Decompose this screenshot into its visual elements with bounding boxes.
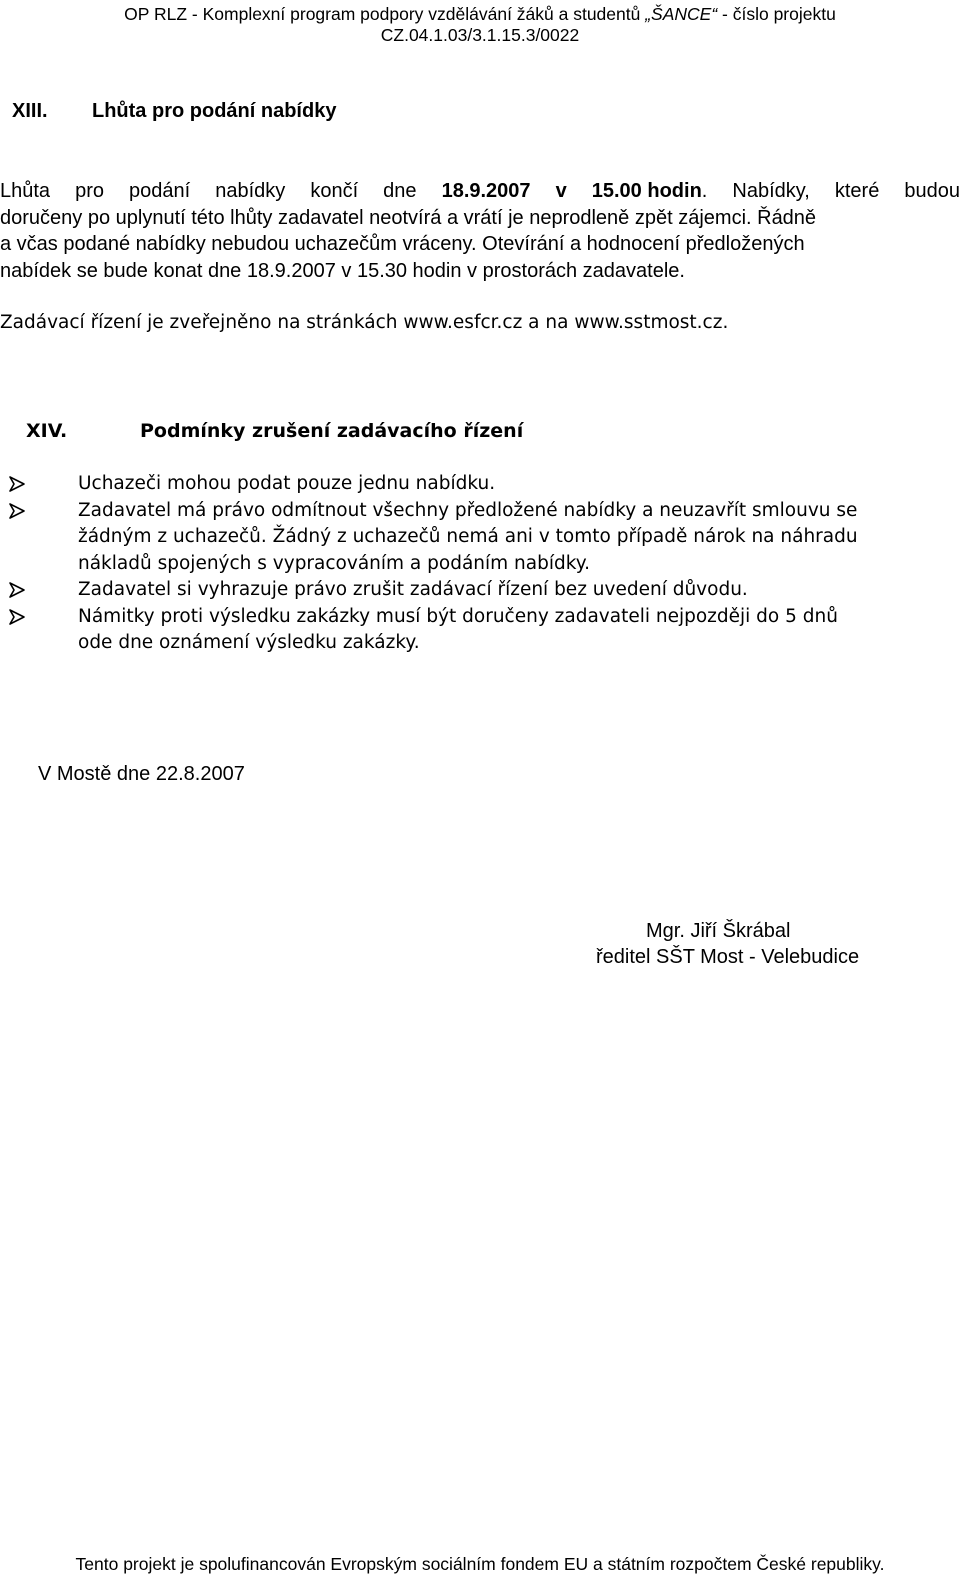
list-item: Zadavatel si vyhrazuje právo zrušit zadávací řízení bez uvedení důvodu. [8, 577, 948, 604]
place-and-date: V Mostě dne 22.8.2007 [38, 763, 245, 785]
list-item: Zadavatel má právo odmítnout všechny předložené nabídky a neuzavřít smlouvu se žádným z uchazečů. Žádný z uchazečů nemá ani v tomto případě nárok na náhradu nákladů spojených s vypracováním a podáním nabídky. [8, 498, 948, 578]
section-14-number: XIV. [26, 420, 68, 442]
conditions-list [8, 471, 948, 657]
section-14-title: Podmínky zrušení zadávacího řízení [140, 420, 524, 442]
list-item: Uchazeči mohou podat pouze jednu nabídku. [8, 471, 948, 498]
project-header-line1 [0, 4, 960, 24]
header-project-number-label: - číslo projektu [717, 4, 836, 24]
signatory-role: ředitel SŠT Most - Velebudice [596, 946, 860, 968]
funding-footer: Tento projekt je spolufinancován Evropským sociálním fondem EU a státním rozpočtem České republiky. [75, 1554, 885, 1574]
section-13-paragraph [0, 178, 960, 284]
paragraph-line-1: Lhůta pro podání nabídky končí dne 18.9.2007 v 15.00 hodin. Nabídky, které budou [0, 178, 960, 205]
arrow-bullet-icon [8, 604, 28, 630]
arrow-bullet-icon [8, 471, 28, 497]
deadline-time: 15.00 hodin [591, 180, 702, 202]
list-item: Námitky proti výsledku zakázky musí být doručeny zadavateli nejpozději do 5 dnů ode dne oznámení výsledku zakázky. [8, 604, 948, 657]
section-13-number: XIII. [12, 100, 48, 122]
paragraph-line-2: doručeny po uplynutí této lhůty zadavatel neotvírá a vrátí je neprodleně zpět zájemci. Řádně [0, 206, 817, 229]
arrow-bullet-icon [8, 498, 28, 524]
project-header-line2: CZ.04.1.03/3.1.15.3/0022 [380, 25, 580, 45]
header-project-quote: „ŠANCE“ [645, 4, 718, 24]
header-program-text: OP RLZ - Komplexní program podpory vzdělávání žáků a studentů [124, 4, 646, 24]
publication-note: Zadávací řízení je zveřejněno na stránkách www.esfcr.cz a na www.sstmost.cz. [0, 312, 729, 333]
signatory-name: Mgr. Jiří Škrábal [646, 920, 791, 942]
section-13-title: Lhůta pro podání nabídky [92, 100, 337, 122]
deadline-date: 18.9.2007 [441, 180, 531, 202]
arrow-bullet-icon [8, 577, 28, 603]
paragraph-line-4: nabídek se bude konat dne 18.9.2007 v 15.30 hodin v prostorách zadavatele. [0, 259, 685, 282]
paragraph-line-3: a včas podané nabídky nebudou uchazečům vráceny. Otevírání a hodnocení předložených [0, 233, 805, 255]
